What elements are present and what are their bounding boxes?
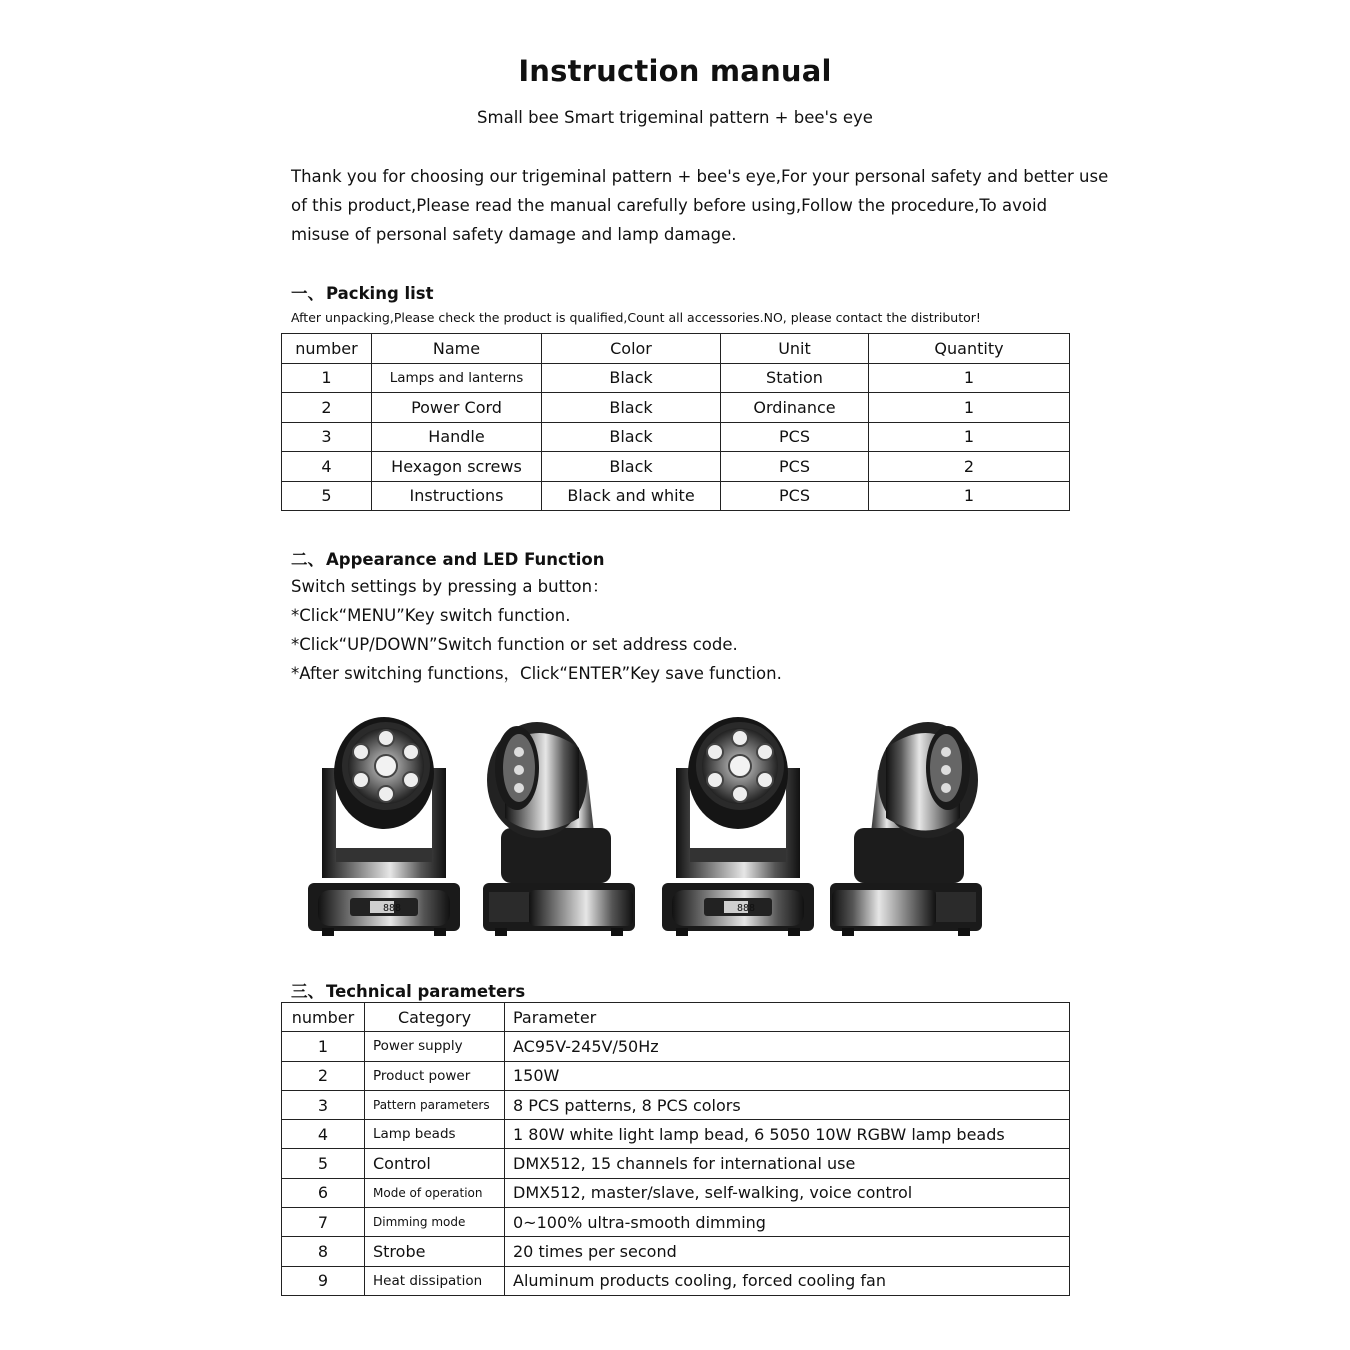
- table-row: [282, 1149, 1070, 1178]
- page-title: Instruction manual: [518, 54, 832, 88]
- table-cell: Lamps and lanterns: [372, 363, 542, 393]
- intro-paragraph: [291, 162, 1109, 249]
- table-row: [282, 422, 1070, 452]
- table-cell: 9: [282, 1266, 365, 1295]
- table-cell: Black: [542, 422, 721, 452]
- table-cell: PCS: [721, 452, 869, 482]
- table-row: [282, 1061, 1070, 1090]
- table-cell: 1 80W white light lamp bead, 6 5050 10W RGBW lamp beads: [505, 1120, 1070, 1149]
- table-cell: Black: [542, 363, 721, 393]
- instruction-line: *Click“MENU”Key switch function.: [291, 606, 571, 625]
- table-cell: 5: [282, 1149, 365, 1178]
- appearance-heading: [291, 546, 604, 570]
- instruction-line: *After switching functions，Click“ENTER”Key save function.: [291, 664, 782, 683]
- table-cell: 4: [282, 452, 372, 482]
- product-photos: [300, 700, 1000, 940]
- table-cell: Mode of operation: [365, 1178, 505, 1207]
- table-cell: Hexagon screws: [372, 452, 542, 482]
- table-cell: Instructions: [372, 481, 542, 511]
- table-cell: 2: [869, 452, 1070, 482]
- table-cell: 1: [869, 481, 1070, 511]
- column-header: Unit: [721, 334, 869, 364]
- instruction-line: *Click“UP/DOWN”Switch function or set address code.: [291, 635, 738, 654]
- table-cell: Strobe: [365, 1237, 505, 1266]
- table-cell: 6: [282, 1178, 365, 1207]
- section-title: Technical parameters: [326, 982, 526, 1001]
- table-cell: Lamp beads: [365, 1120, 505, 1149]
- column-header: Quantity: [869, 334, 1070, 364]
- button-instructions: [291, 572, 782, 688]
- table-cell: 7: [282, 1208, 365, 1237]
- section-title: Appearance and LED Function: [326, 550, 605, 569]
- intro-line: Thank you for choosing our trigeminal pattern + bee's eye,For your personal safety and better use: [291, 167, 1109, 186]
- table-cell: Dimming mode: [365, 1208, 505, 1237]
- table-cell: 3: [282, 422, 372, 452]
- table-cell: 1: [869, 393, 1070, 423]
- table-cell: 0~100% ultra-smooth dimming: [505, 1208, 1070, 1237]
- table-cell: Black: [542, 452, 721, 482]
- moving-head-side-view-mirrored: [830, 722, 982, 936]
- column-header: number: [282, 1003, 365, 1032]
- table-cell: 2: [282, 393, 372, 423]
- instruction-line: Switch settings by pressing a button：: [291, 577, 609, 596]
- packing-note: After unpacking,Please check the product is qualified,Count all accessories.NO, please contact the distributor!: [291, 310, 981, 325]
- table-cell: 1: [282, 363, 372, 393]
- table-cell: Ordinance: [721, 393, 869, 423]
- table-cell: 8 PCS patterns, 8 PCS colors: [505, 1090, 1070, 1119]
- intro-line: of this product,Please read the manual carefully before using,Follow the procedure,To avoid: [291, 196, 1048, 215]
- table-row: [282, 363, 1070, 393]
- table-cell: 8: [282, 1237, 365, 1266]
- table-cell: 20 times per second: [505, 1237, 1070, 1266]
- table-cell: AC95V-245V/50Hz: [505, 1032, 1070, 1061]
- table-row: [282, 1266, 1070, 1295]
- table-cell: Black and white: [542, 481, 721, 511]
- table-cell: 4: [282, 1120, 365, 1149]
- table-row: [282, 1208, 1070, 1237]
- table-cell: 2: [282, 1061, 365, 1090]
- table-row: [282, 1090, 1070, 1119]
- table-row: [282, 481, 1070, 511]
- column-header: Parameter: [505, 1003, 1070, 1032]
- moving-head-side-view: [483, 722, 635, 936]
- table-cell: Aluminum products cooling, forced cooling fan: [505, 1266, 1070, 1295]
- column-header: Name: [372, 334, 542, 364]
- column-header: Color: [542, 334, 721, 364]
- table-row: [282, 1237, 1070, 1266]
- table-cell: DMX512, master/slave, self-walking, voice control: [505, 1178, 1070, 1207]
- table-cell: PCS: [721, 422, 869, 452]
- table-cell: Control: [365, 1149, 505, 1178]
- table-row: [282, 393, 1070, 423]
- table-cell: 1: [869, 363, 1070, 393]
- table-cell: 1: [282, 1032, 365, 1061]
- section-number: 二、: [291, 550, 324, 569]
- table-row: [282, 1120, 1070, 1149]
- technical-heading: [291, 978, 525, 1002]
- table-cell: PCS: [721, 481, 869, 511]
- table-row: [282, 452, 1070, 482]
- table-cell: Pattern parameters: [365, 1090, 505, 1119]
- packing-table: [281, 333, 1070, 511]
- table-cell: Power Cord: [372, 393, 542, 423]
- table-cell: Handle: [372, 422, 542, 452]
- table-cell: 5: [282, 481, 372, 511]
- column-header: Category: [365, 1003, 505, 1032]
- table-header-row: [282, 334, 1070, 364]
- table-cell: 150W: [505, 1061, 1070, 1090]
- table-cell: 3: [282, 1090, 365, 1119]
- table-cell: 1: [869, 422, 1070, 452]
- section-number: 一、: [291, 284, 324, 303]
- table-cell: DMX512, 15 channels for international use: [505, 1149, 1070, 1178]
- table-row: [282, 1032, 1070, 1061]
- table-row: [282, 1178, 1070, 1207]
- packing-heading: [291, 280, 434, 304]
- display-readout: 888: [382, 903, 402, 914]
- technical-table: [281, 1002, 1070, 1296]
- display-readout: 888: [736, 903, 756, 914]
- section-title: Packing list: [326, 284, 434, 303]
- table-cell: Power supply: [365, 1032, 505, 1061]
- moving-head-front-view: [662, 717, 814, 936]
- table-cell: Station: [721, 363, 869, 393]
- table-cell: Black: [542, 393, 721, 423]
- intro-line: misuse of personal safety damage and lamp damage.: [291, 225, 737, 244]
- table-cell: Product power: [365, 1061, 505, 1090]
- page-subtitle: Small bee Smart trigeminal pattern + bee's eye: [477, 108, 873, 127]
- table-cell: Heat dissipation: [365, 1266, 505, 1295]
- moving-head-front-view: [308, 717, 460, 936]
- section-number: 三、: [291, 982, 324, 1001]
- column-header: number: [282, 334, 372, 364]
- table-header-row: [282, 1003, 1070, 1032]
